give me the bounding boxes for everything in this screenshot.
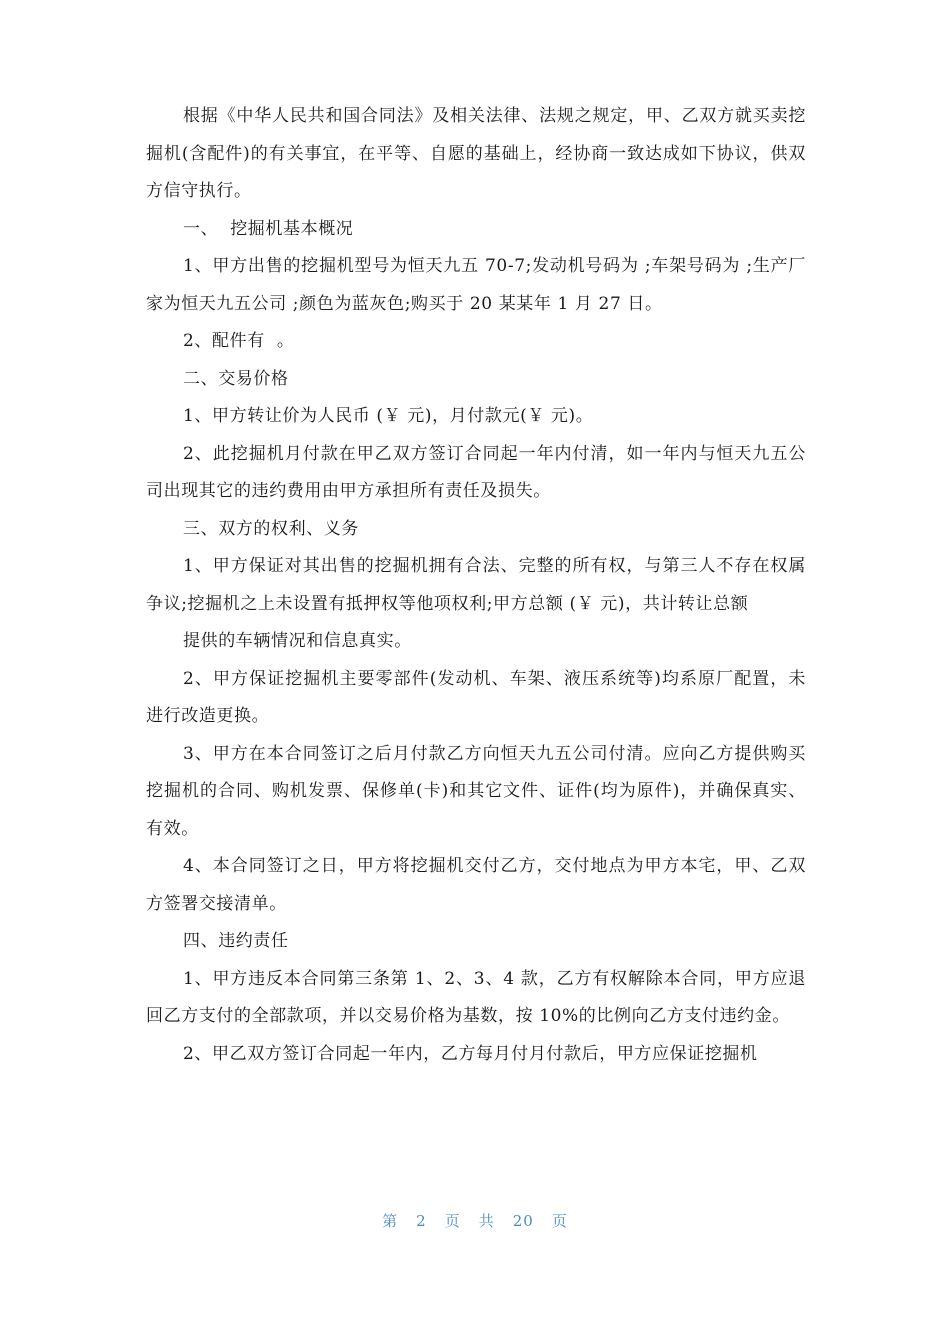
clause-3-2: 2、甲方保证挖掘机主要零部件(发动机、车架、液压系统等)均系原厂配置，未进行改造更换。	[146, 668, 806, 726]
clause-3-3: 3、甲方在本合同签订之后月付款乙方向恒天九五公司付清。应向乙方提供购买挖掘机的合同、购机发票、保修单(卡)和其它文件、证件(均为原件)，并确保真实、有效。	[146, 743, 806, 839]
section-heading-3: 三、双方的权利、义务	[183, 518, 359, 539]
footer-label-ye: 页	[444, 1212, 461, 1230]
footer-label-gong: 共	[478, 1212, 495, 1230]
clause-4-2: 2、甲乙双方签订合同起一年内，乙方每月付月付款后，甲方应保证挖掘机	[183, 1043, 758, 1064]
section-heading-2: 二、交易价格	[183, 368, 289, 389]
clause-2-2: 2、此挖掘机月付款在甲乙双方签订合同起一年内付清，如一年内与恒天九五公司出现其它的违约费用由甲方承担所有责任及损失。	[146, 443, 806, 501]
clause-1-1: 1、甲方出售的挖掘机型号为恒天九五 70-7;发动机号码为 ;车架号码为 ;生产厂家为恒天九五公司 ;颜色为蓝灰色;购买于 20 某某年 1 月 27 日。	[146, 256, 807, 314]
footer-label-di: 第	[382, 1212, 399, 1230]
clause-2-1: 1、甲方转让价为人民币 (￥ 元)，月付款元(￥ 元)。	[183, 406, 594, 426]
clause-3-4: 4、本合同签订之日，甲方将挖掘机交付乙方，交付地点为甲方本宅，甲、乙双方签署交接清单。	[146, 856, 806, 914]
clause-3-1-continued: 提供的车辆情况和信息真实。	[183, 631, 412, 651]
clause-4-1: 1、甲方违反本合同第三条第 1、2、3、4 款，乙方有权解除本合同，甲方应退回乙方支付的全部款项，并以交易价格为基数，按 10%的比例向乙方支付违约金。	[146, 968, 806, 1026]
footer-current-page: 2	[416, 1212, 427, 1230]
page-footer	[0, 1210, 950, 1231]
clause-1-2: 2、配件有 。	[183, 331, 295, 351]
paragraph-preamble: 根据《中华人民共和国合同法》及相关法律、法规之规定，甲、乙双方就买卖挖掘机(含配件)的有关事宜，在平等、自愿的基础上，经协商一致达成如下协议，供双方信守执行。	[146, 106, 806, 201]
section-heading-4: 四、违约责任	[183, 931, 289, 951]
footer-total-pages: 20	[512, 1212, 534, 1230]
section-heading-1: 一、 挖掘机基本概况	[183, 218, 354, 239]
footer-label-ye2: 页	[551, 1212, 568, 1230]
document-body	[146, 98, 806, 1073]
clause-3-1: 1、甲方保证对其出售的挖掘机拥有合法、完整的所有权，与第三人不存在权属争议;挖掘机之上未设置有抵押权等他项权利;甲方总额 (￥ 元)，共计转让总额	[146, 556, 806, 614]
